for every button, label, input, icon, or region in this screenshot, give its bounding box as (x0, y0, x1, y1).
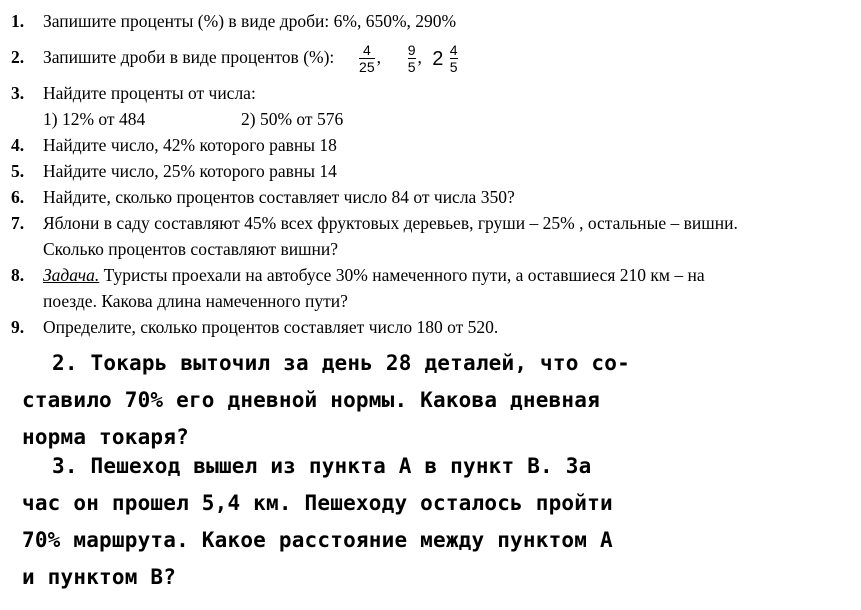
mixed-number-fraction (450, 42, 458, 75)
task-number: 2. (11, 47, 25, 67)
problem-2 (22, 345, 722, 456)
task-8-continuation (11, 288, 856, 314)
problem-line: час он прошел 5,4 км. Пешеходу осталось пройти (22, 491, 613, 515)
task-2 (11, 34, 856, 80)
fraction-numerator: 9 (407, 42, 416, 59)
task-list (11, 8, 856, 340)
fraction-separator: , (417, 47, 422, 67)
task-text: Определите, сколько процентов составляет число 180 от 520. (43, 317, 499, 337)
task-4 (11, 132, 856, 158)
fraction-numerator: 4 (449, 42, 458, 59)
mixed-number-whole: 2 (432, 47, 444, 70)
problem-line: ставило 70% его дневной нормы. Какова дневная (22, 388, 600, 412)
task-7-continuation (11, 236, 856, 262)
task-number: 8. (11, 265, 25, 285)
problem-line: норма токаря? (22, 425, 189, 449)
task-label: Задача. (43, 265, 100, 285)
task-text: Запишите дроби в виде процентов (%): (43, 47, 335, 67)
fraction-separator: , (376, 47, 381, 67)
task-text: Сколько процентов составляют вишни? (43, 239, 339, 259)
task-number: 5. (11, 161, 25, 181)
task-text: Найдите проценты от числа: (43, 83, 256, 103)
fraction-9-5 (408, 42, 416, 75)
subitem-2: 2) 50% от 576 (241, 109, 344, 129)
fraction-denominator: 5 (449, 59, 458, 76)
task-8 (11, 262, 856, 288)
problem-3 (22, 448, 722, 596)
task-text: Найдите число, 25% которого равны 14 (43, 161, 337, 181)
problem-line: 2. Токарь выточил за день 28 деталей, что со- (52, 351, 630, 375)
task-number: 9. (11, 317, 25, 337)
fraction-denominator: 5 (407, 59, 416, 76)
task-number: 7. (11, 213, 25, 233)
fraction-4-25 (359, 42, 375, 75)
task-text: Запишите проценты (%) в виде дроби: 6%, 650%, 290% (43, 11, 457, 31)
task-text: Туристы проехали на автобусе 30% намеченного пути, а оставшиеся 210 км – на (99, 265, 705, 285)
task-3-subitems (11, 106, 856, 132)
task-text-with-fractions (43, 34, 460, 82)
task-6 (11, 184, 856, 210)
task-3 (11, 80, 856, 106)
problem-line: 70% маршрута. Какое расстояние между пунктом А (22, 528, 613, 552)
task-9 (11, 314, 856, 340)
task-number: 4. (11, 135, 25, 155)
task-number: 6. (11, 187, 25, 207)
task-number: 1. (11, 11, 25, 31)
task-7 (11, 210, 856, 236)
task-text: Найдите, сколько процентов составляет число 84 от числа 350? (43, 187, 515, 207)
task-text: Найдите число, 42% которого равны 18 (43, 135, 337, 155)
task-5 (11, 158, 856, 184)
fraction-denominator: 25 (359, 59, 375, 76)
subitem-1: 1) 12% от 484 (43, 109, 146, 129)
problem-line: 3. Пешеход вышел из пункта А в пункт В. За (52, 454, 592, 478)
fraction-numerator: 4 (362, 42, 371, 59)
task-number: 3. (11, 83, 25, 103)
problem-line: и пунктом В? (22, 565, 177, 589)
task-1 (11, 8, 856, 34)
task-text: поезде. Какова длина намеченного пути? (43, 291, 348, 311)
task-text: Яблони в саду составляют 45% всех фруктовых деревьев, груши – 25% , остальные – вишни. (43, 213, 738, 233)
